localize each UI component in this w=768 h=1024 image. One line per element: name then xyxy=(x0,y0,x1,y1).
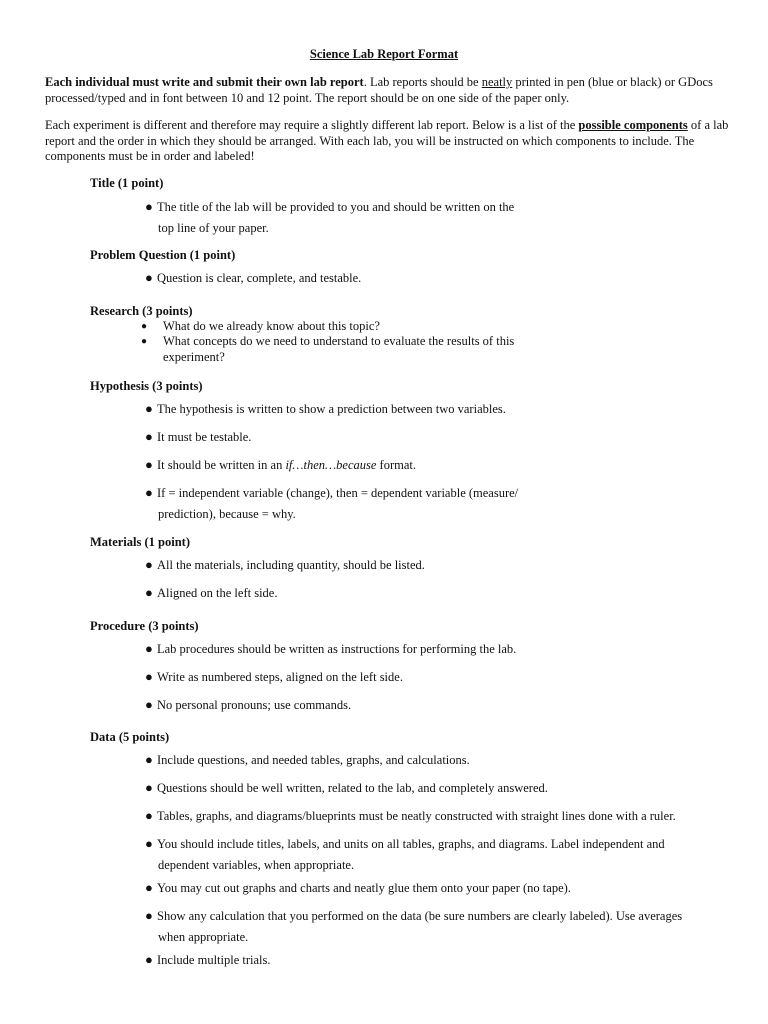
list-item: ● Show any calculation that you performed on the data (be sure numbers are clearly labeled). Use averages when appropriate. xyxy=(145,905,682,948)
intro-rest: printed in pen (blue or black) or GDocs processed/typed and in font between 10 and 12 point. The report should be on one side of the paper only. xyxy=(45,75,713,105)
list-item: ● The hypothesis is written to show a prediction between two variables. xyxy=(145,398,506,420)
bullet-icon: ● xyxy=(145,880,153,895)
bullet-icon: ● xyxy=(145,752,153,767)
bullet-icon: ● xyxy=(145,641,153,656)
bullet-icon: ● xyxy=(145,199,153,214)
list-item: ● It should be written in an if…then…because format. xyxy=(145,454,416,476)
bullet-icon: ● xyxy=(145,908,153,923)
bullet-icon: ● xyxy=(145,697,153,712)
intro-underlined: neatly xyxy=(481,75,513,89)
section-heading-research: Research (3 points) xyxy=(90,304,193,318)
bullet-icon: ● xyxy=(145,401,153,416)
bullet-icon: ● xyxy=(145,585,153,600)
list-item: ● What do we already know about this topic? xyxy=(141,319,380,333)
list-item: ● Include multiple trials. xyxy=(145,949,271,971)
components-post: of a lab report and the order in which they should be arranged. With each lab, you will be instructed on which components to include. The components must be in order and labeled! xyxy=(45,118,729,163)
page-title: Science Lab Report Format xyxy=(309,47,459,61)
bullet-icon: ● xyxy=(141,336,148,347)
list-item: ● If = independent variable (change), then = dependent variable (measure/ prediction), because = why. xyxy=(145,482,518,525)
list-item: ● Lab procedures should be written as instructions for performing the lab. xyxy=(145,638,516,660)
bullet-icon: ● xyxy=(145,457,153,472)
list-item: ● No personal pronouns; use commands. xyxy=(145,694,351,716)
list-item: ● Aligned on the left side. xyxy=(145,582,277,604)
bullet-icon: ● xyxy=(141,321,148,332)
list-item: ● Tables, graphs, and diagrams/blueprints must be neatly constructed with straight lines done with a ruler. xyxy=(145,805,676,827)
list-item: ● Question is clear, complete, and testable. xyxy=(145,267,361,289)
list-item: ● It must be testable. xyxy=(145,426,251,448)
list-item: ● Write as numbered steps, aligned on the left side. xyxy=(145,666,403,688)
bullet-icon: ● xyxy=(145,808,153,823)
list-item: ● You may cut out graphs and charts and neatly glue them onto your paper (no tape). xyxy=(145,877,571,899)
list-item: ● You should include titles, labels, and units on all tables, graphs, and diagrams. Label independent and dependent variables, when appropriate. xyxy=(145,833,665,876)
section-heading-problem: Problem Question (1 point) xyxy=(90,248,236,262)
section-heading-materials: Materials (1 point) xyxy=(90,535,190,549)
intro-paragraph xyxy=(45,75,735,106)
bullet-icon: ● xyxy=(145,780,153,795)
list-item: ● All the materials, including quantity, should be listed. xyxy=(145,554,425,576)
section-heading-title: Title (1 point) xyxy=(90,176,164,190)
list-item: ● Include questions, and needed tables, graphs, and calculations. xyxy=(145,749,470,771)
bullet-icon: ● xyxy=(145,952,153,967)
section-heading-procedure: Procedure (3 points) xyxy=(90,619,199,633)
section-heading-data: Data (5 points) xyxy=(90,730,170,744)
list-item: ● What concepts do we need to understand to evaluate the results of this experiment? xyxy=(141,334,515,364)
section-heading-hypothesis: Hypothesis (3 points) xyxy=(90,379,203,393)
bullet-icon: ● xyxy=(145,836,153,851)
bullet-icon: ● xyxy=(145,429,153,444)
bullet-icon: ● xyxy=(145,485,153,500)
components-paragraph xyxy=(45,118,735,165)
bullet-icon: ● xyxy=(145,669,153,684)
components-pre: Each experiment is different and therefore may require a slightly different lab report. Below is a list of the xyxy=(45,118,579,132)
bullet-icon: ● xyxy=(145,270,153,285)
list-item: ● The title of the lab will be provided to you and should be written on the top line of your paper. xyxy=(145,196,514,239)
intro-after-bold: . Lab reports should be xyxy=(363,75,482,89)
components-bold-underlined: possible components xyxy=(578,118,688,132)
list-item: ● Questions should be well written, related to the lab, and completely answered. xyxy=(145,777,548,799)
intro-bold-lead: Each individual must write and submit their own lab report xyxy=(45,75,364,89)
bullet-icon: ● xyxy=(145,557,153,572)
